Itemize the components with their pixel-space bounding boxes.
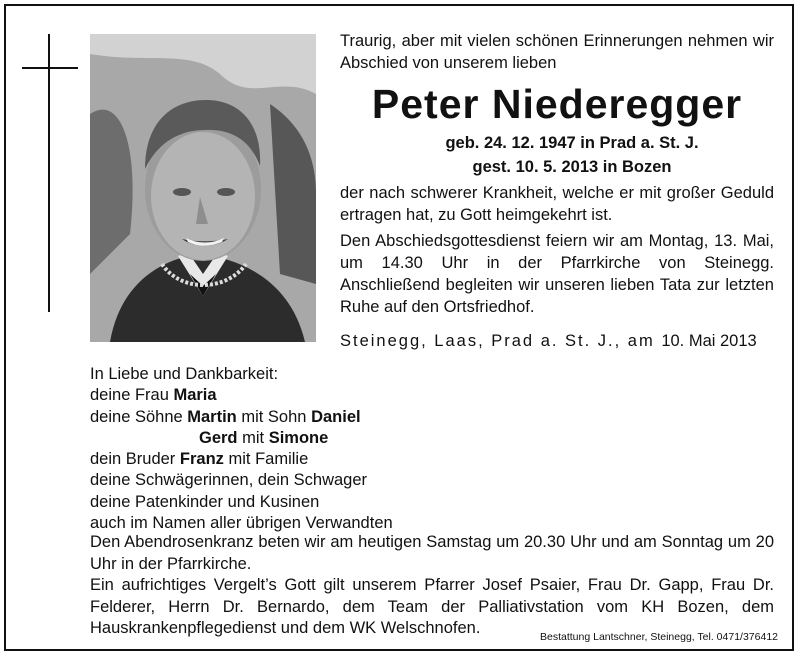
birth-date: geb. 24. 12. 1947 in Prad a. St. J. [445,134,699,152]
mourner-relatives: auch im Namen aller übrigen Verwandten [90,514,393,533]
life-dates [340,131,774,179]
death-date: gest. 10. 5. 2013 in Bozen [472,158,672,176]
illness-text: der nach schwerer Krankheit, welche er mit großer Geduld ertragen hat, zu Gott heimgekehrt ist. [340,184,774,224]
mourner-wife: deine Frau Maria [90,386,217,405]
intro-text: Traurig, aber mit vielen schönen Erinnerungen nehmen wir Abschied von unserem lieben [340,32,774,72]
mourner-godchildren: deine Patenkinder und Kusinen [90,492,320,511]
funeral-home-credit: Bestattung Lantschner, Steinegg, Tel. 0471/376412 [540,631,778,643]
place-date-line [340,330,774,352]
mourners-list [90,364,690,534]
mourner-brother: dein Bruder Franz mit Familie [90,450,309,469]
mourner-sons: deine Söhne Martin mit Sohn Daniel [90,407,361,426]
thanks-text: Ein aufrichtiges Vergelt’s Gott gilt unserem Pfarrer Josef Psaier, Frau Dr. Gapp, Frau Dr. Felderer, Herrn Dr. Bernardo, dem Team der Palliativstation vom KH Bozen, dem Hauskrankenpflegedienst und dem WK Welschnofen. [90,576,774,637]
mourner-son-2: Gerd mit Simone [199,428,329,447]
mourner-in-laws: deine Schwägerinnen, dein Schwager [90,471,368,490]
deceased-name: Peter Niederegger [371,81,743,127]
place-text: Steinegg, Laas, Prad a. St. J., am [340,332,655,350]
funeral-service-text: Den Abschiedsgottesdienst feiern wir am Montag, 13. Mai, um 14.30 Uhr in der Pfarrkirche von Steinegg. Anschließend begleiten wir unseren lieben Tata zur letzten Ruhe auf den Ortsfriedhof. [340,232,774,316]
portrait-photo [90,34,316,342]
rosary-text: Den Abendrosenkranz beten wir am heutigen Samstag um 20.30 Uhr und am Sonntag um 20 Uhr in der Pfarrkirche. [90,533,774,573]
notice-date: 10. Mai 2013 [661,332,757,350]
mourners-heading: In Liebe und Dankbarkeit: [90,365,279,383]
